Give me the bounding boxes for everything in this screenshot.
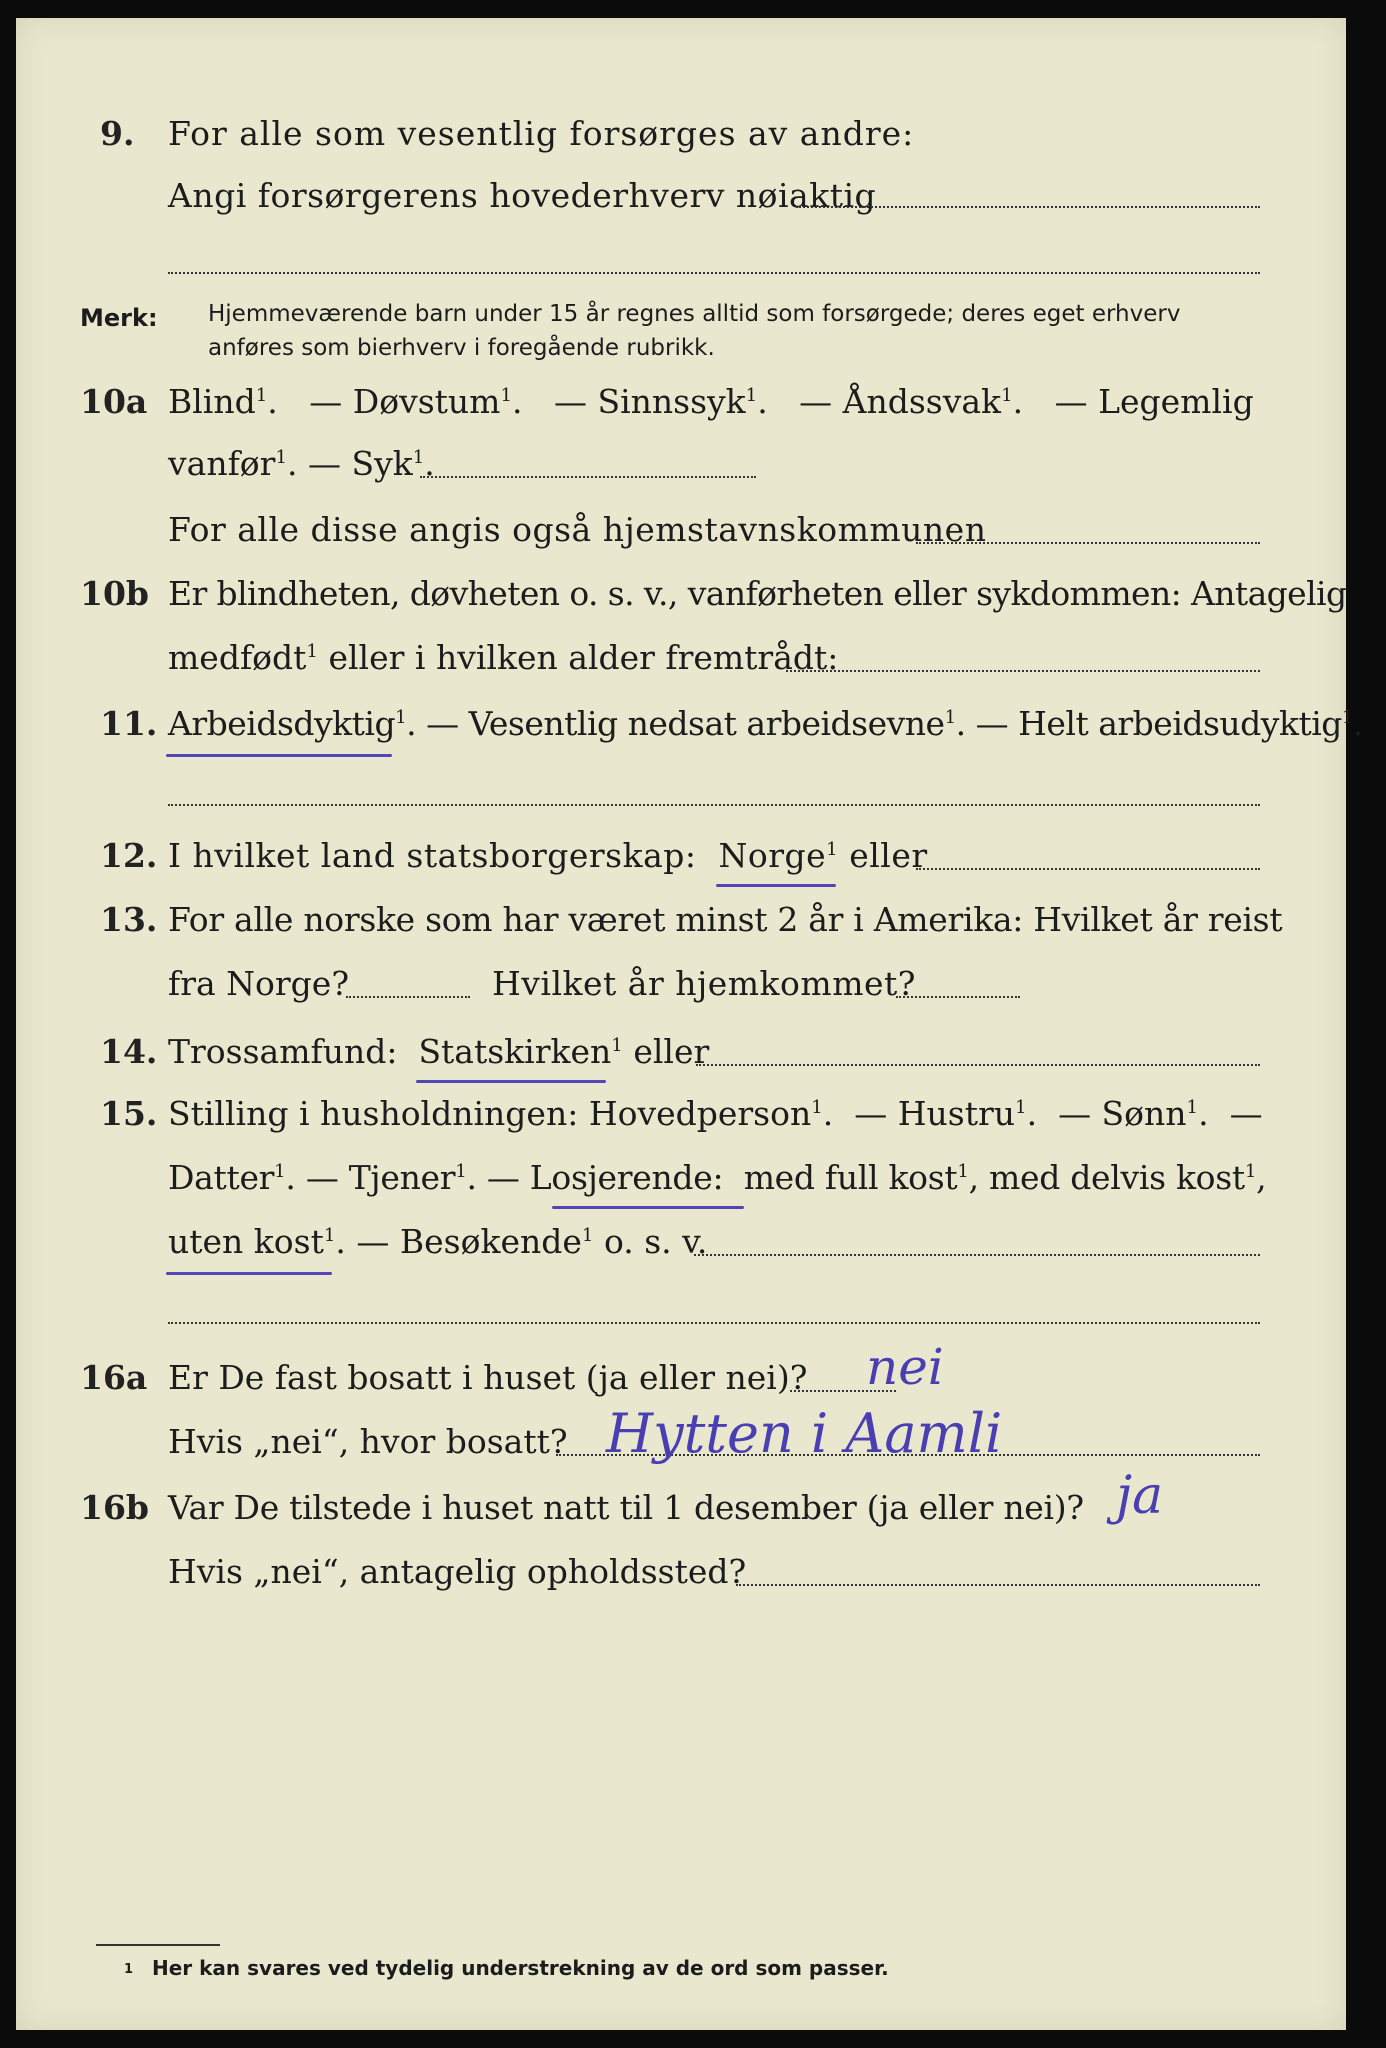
q14-text: Trossamfund: [168,1032,398,1071]
q14-line: Trossamfund: Statskirken$^1$ eller [168,1032,710,1071]
medfodt-option: medfødt [168,638,307,677]
q13-hjemkommet-line [896,996,1020,998]
q12-eller: eller [849,836,928,875]
q13-number: 13. [100,900,158,939]
q9-line2: Angi forsørgerens hovederhverv nøiaktig [168,176,877,215]
q15-line2: Datter$^1$. — Tjener$^1$. — Losjerende: med full kost$^1$, med delvis kost$^1$, [168,1158,1267,1197]
q16b-handwritten-answer1: ja [1116,1466,1164,1526]
q9-answer-line [796,206,1260,208]
q11-line: Arbeidsdyktig$^1$. — Vesentlig nedsat arbeidsevne$^1$. — Helt arbeidsudyktig$^1$. [168,704,1363,743]
q13-fra-norge: fra Norge? [168,964,350,1003]
q14-number: 14. [100,1032,158,1071]
norge-underline [716,884,836,887]
q9-line1: For alle som vesentlig forsørges av andre: [168,114,915,153]
q10a-number: 10a [80,382,148,421]
q15-answer-line [694,1254,1260,1256]
q10b-number: 10b [80,574,149,613]
losjerende-underline [552,1206,744,1209]
syk-option: — Syk [307,444,413,483]
q16a-line1: Er De fast bosatt i huset (ja eller nei)? [168,1358,808,1397]
q9-number: 9. [100,114,135,153]
footnote-mark: 1 [124,1962,134,1977]
footnote-rule [96,1944,220,1946]
dovstum-option: — Døvstum [309,382,501,421]
tjener-option: — Tjener [305,1158,456,1197]
q10b-line2-rest: eller i hvilken alder fremtrådt: [328,638,839,677]
norge-option: Norge [718,836,827,875]
merk-label: Merk: [80,304,158,332]
q13-hjemkommet: Hvilket år hjemkommet? [492,964,916,1003]
q10b-line2: medfødt$^1$ eller i hvilken alder fremtrådt: [168,638,839,677]
q12-text: I hvilket land statsborgerskap: [168,836,697,875]
q12-line: I hvilket land statsborgerskap: Norge$^1$ eller [168,836,928,875]
hustru-option: — Hustru [854,1094,1016,1133]
q14-eller: eller [633,1032,710,1071]
q15-dash2: — [486,1158,520,1197]
q10a-syk-line [420,476,756,478]
andssvak-option: — Åndssvak [799,382,1002,421]
q16a-handwritten-answer2: Hytten i Aamli [606,1402,1003,1465]
q15-line1: Stilling i husholdningen: Hovedperson$^1$. — Hustru$^1$. — Sønn$^1$. — [168,1094,1263,1133]
arbeidsdyktig-option: Arbeidsdyktig [168,704,396,743]
q16b-number: 16b [80,1488,149,1527]
q13-reist-line [346,996,470,998]
q10a-line2: vanfør$^1$. — Syk$^1$. [168,444,435,483]
q16b-line1: Var De tilstede i huset natt til 1 desember (ja eller nei)? [168,1488,1084,1527]
q12-answer-line [916,868,1260,870]
statskirken-underline [416,1080,606,1083]
q16a-line2: Hvis „nei“, hvor bosatt? [168,1422,568,1461]
merk-line1: Hjemmeværende barn under 15 år regnes alltid som forsørgede; deres eget erhverv [208,301,1181,327]
uten-kost-option: uten kost [168,1222,324,1261]
legemlig-option: — Legemlig [1054,382,1254,421]
q13-line1: For alle norske som har været minst 2 år i Amerika: Hvilket år reist [168,900,1283,939]
q16a-handwritten-answer1: nei [866,1338,944,1396]
q15-line3: uten kost$^1$. — Besøkende$^1$ o. s. v. [168,1222,708,1261]
q9-answer-line-2 [168,272,1260,274]
q15-osv: o. s. v. [603,1222,708,1261]
q15-answer-line-2 [168,1322,1260,1324]
q16b-line2: Hvis „nei“, antagelig opholdssted? [168,1552,747,1591]
merk-line2: anføres som bierhverv i foregående rubrikk. [208,335,715,361]
statskirken-option: Statskirken [418,1032,612,1071]
q10a-line3: For alle disse angis også hjemstavnskommunen [168,510,987,549]
q14-answer-line [696,1064,1260,1066]
udyktig-option: — Helt arbeidsudyktig [975,704,1342,743]
q11-number: 11. [100,704,158,743]
q15-number: 15. [100,1094,158,1133]
footnote-text: Her kan svares ved tydelig understrekning av de ord som passer. [152,1956,889,1980]
datter-option: Datter [168,1158,275,1197]
arbeidsdyktig-underline [166,754,392,757]
census-form-page [16,18,1363,2030]
q10b-answer-line [786,670,1260,672]
delvis-kost-option: , med delvis kost [968,1158,1245,1197]
q11-answer-line [168,804,1260,806]
q16b-answer-line2 [736,1584,1260,1586]
hovedperson-option: Stilling i husholdningen: Hovedperson [168,1094,812,1133]
blind-option: Blind [168,382,256,421]
q12-number: 12. [100,836,158,875]
full-kost-option: med full kost [743,1158,958,1197]
sinnssyk-option: — Sinnssyk [553,382,746,421]
q16a-number: 16a [80,1358,148,1397]
besokende-option: — Besøkende [356,1222,582,1261]
q10a-line1: Blind$^1$. — Døvstum$^1$. — Sinnssyk$^1$. — Åndssvak$^1$. — Legemlig [168,382,1254,421]
uten-kost-underline [166,1272,332,1275]
q15-dash: — [1229,1094,1263,1133]
q10b-line1: Er blindheten, døvheten o. s. v., vanførheten eller sykdommen: Antagelig [168,574,1347,613]
losjerende-option: Losjerende: [529,1158,724,1197]
vanfor-option: vanfør [168,444,276,483]
nedsat-option: — Vesentlig nedsat arbeidsevne [426,704,945,743]
sonn-option: — Sønn [1058,1094,1187,1133]
q10a-hjemstavn-line [916,542,1260,544]
